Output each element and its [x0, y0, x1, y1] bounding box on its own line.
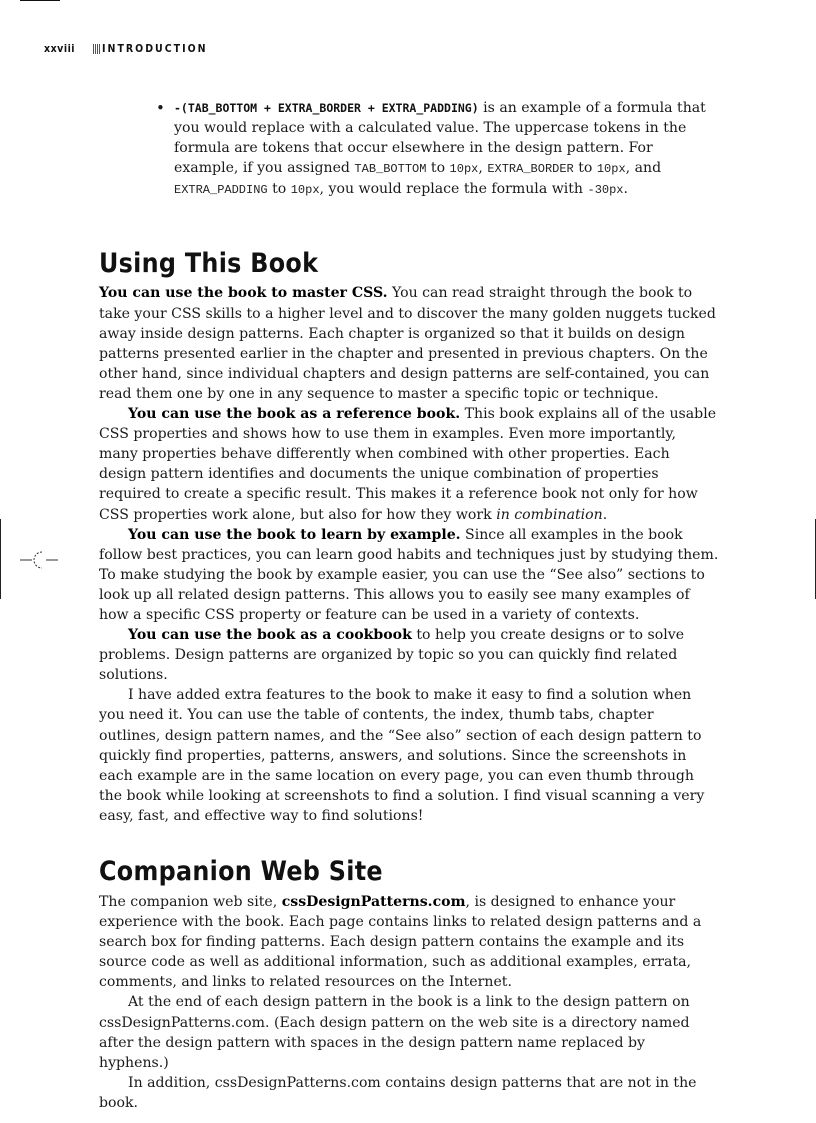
bullet-text: , and: [625, 160, 662, 177]
token-code: EXTRA_PADDING: [174, 183, 268, 198]
paragraph-lead: You can use the book to learn by example.: [128, 526, 461, 543]
bullet-text: to: [573, 160, 597, 177]
paragraph-learn-by-example: [99, 525, 719, 625]
paragraph-master-css: [99, 283, 719, 404]
formula-code: -(TAB_BOTTOM + EXTRA_BORDER + EXTRA_PADDING): [174, 101, 479, 115]
paragraph-companion-site: [99, 892, 719, 992]
running-head: [44, 43, 208, 55]
token-code: TAB_BOTTOM: [354, 162, 427, 177]
paragraph-text: .: [602, 506, 608, 523]
paragraph-text: to help you create designs or to solve problems. Design patterns are organized by topic so you can quickly find related solutions.: [99, 627, 685, 684]
paragraph-text: You can read straight through the book to take your CSS skills to a higher level and to discover the many golden nuggets tucked away inside design patterns. Each chapter is organized so that it builds on design patterns presented earlier in the chapter and presented in previous chapters. On the other hand, since individual chapters and design patterns are self-contained, you can read them one by one in any sequence to master a specific topic or technique.: [99, 285, 716, 402]
paragraph-reference-book: [99, 404, 719, 525]
section-heading-using-this-book: Using This Book: [99, 248, 319, 280]
page-body: [99, 98, 719, 1113]
paragraph-lead: You can use the book to master CSS.: [99, 285, 388, 302]
list-item: [174, 98, 719, 200]
page-number: xxviii: [44, 43, 76, 55]
paragraph-text: Since all examples in the book follow best practices, you can learn good habits and techniques just by studying them. To make studying the book by example easier, you can use the “See also” sections to look up all related design patterns. This allows you to easily see many examples of how a specific CSS property or feature can be used in a variety of contexts.: [99, 526, 719, 623]
section-heading-companion-web-site: Companion Web Site: [99, 856, 383, 887]
token-code: EXTRA_BORDER: [487, 162, 574, 177]
bullet-text: ,: [478, 160, 488, 177]
bullet-text: is an example of a formula that you would replace with a calculated value. The uppercase tokens in the formula are tokens that occur elsewhere in the design pattern. For example, if you assigned: [174, 100, 706, 177]
bullet-text: , you would replace the formula with: [319, 181, 588, 198]
value-code: 10px: [596, 162, 626, 177]
paragraph-cookbook: [99, 625, 719, 685]
paragraph-text: , is designed to enhance your experience with the book. Each page contains links to related design patterns and a search box for finding patterns. Each design pattern contains the example and its source code as well as additional information, such as additional examples, errata, comments, and links to related resources on the Internet.: [99, 894, 702, 991]
bullet-text: .: [623, 181, 628, 198]
value-code: 10px: [449, 162, 479, 177]
formula-bullet-list: [99, 98, 719, 200]
top-crop-rule: [20, 0, 60, 1]
left-crop-mark: [0, 519, 1, 599]
bullet-text: to: [267, 181, 291, 198]
paragraph-lead: You can use the book as a reference book.: [128, 406, 461, 423]
section-title: INTRODUCTION: [102, 43, 208, 55]
section-marker-icon: [93, 44, 100, 54]
paragraph-text: This book explains all of the usable CSS properties and shows how to use them in examples. Even more importantly, many properties behave differently when combined with other properties. Each design pattern identifies and documents the unique combination of properties required to create a specific result. This makes it a reference book not only for how CSS properties work alone, but also for how they work: [99, 406, 717, 523]
paragraph-lead: You can use the book as a cookbook: [128, 627, 412, 644]
registration-mark-icon: [20, 548, 60, 572]
value-code: 10px: [290, 183, 320, 198]
site-name: cssDesignPatterns.com: [281, 894, 466, 910]
value-code: -30px: [587, 183, 624, 198]
paragraph-pattern-link: At the end of each design pattern in the book is a link to the design pattern on cssDesignPatterns.com. (Each design pattern on the web site is a directory named after the design pattern with spaces in the design pattern name replaced by hyphens.): [99, 994, 690, 1071]
paragraph-additional-patterns: In addition, cssDesignPatterns.com contains design patterns that are not in the book.: [99, 1074, 697, 1111]
paragraph-text: The companion web site,: [99, 894, 282, 910]
bullet-text: to: [426, 160, 450, 177]
emphasis-text: in combination: [496, 506, 603, 523]
paragraph-extra-features: I have added extra features to the book to make it easy to find a solution when you need it. You can use the table of contents, the index, thumb tabs, chapter outlines, design pattern names, and the “See also” section of each design pattern to quickly find properties, patterns, answers, and solutions. Since the screenshots in each example are in the same location on every page, you can even thumb through the book while looking at screenshots to find a solution. I find visual scanning a very easy, fast, and effective way to find solutions!: [99, 687, 705, 824]
